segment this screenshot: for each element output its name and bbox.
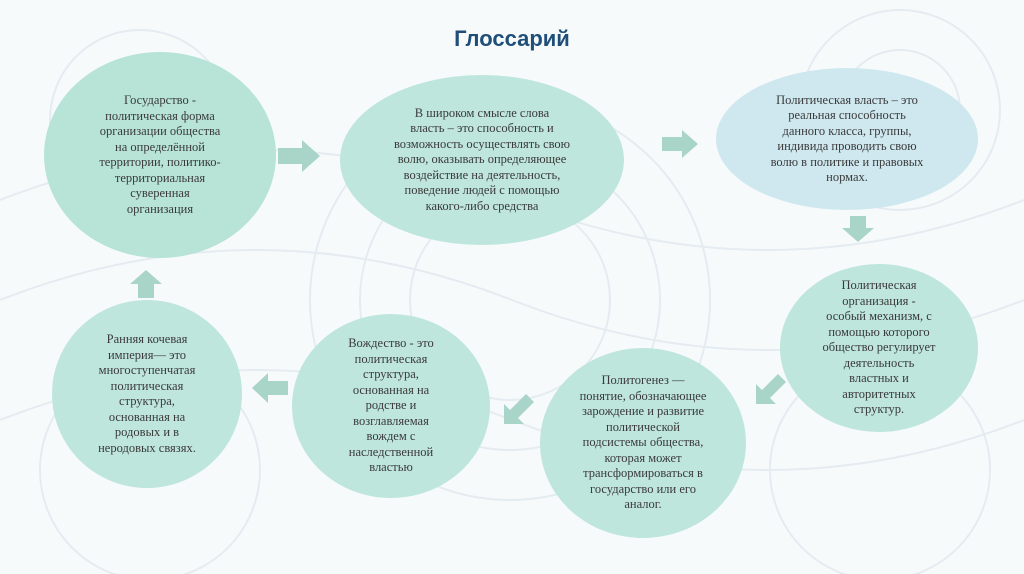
arrow-right-icon (660, 128, 700, 160)
glossary-node-text: Ранняя кочевая империя— это многоступенчатая политическая структура, основанная на родовых и в неродовых связях. (98, 332, 196, 455)
glossary-node-nomadic-empire (52, 300, 242, 488)
slide-title: Глоссарий (454, 26, 570, 51)
arrow-down-icon (840, 214, 876, 244)
arrow-up-icon (128, 268, 164, 300)
glossary-node-text: Политическая власть – это реальная способность данного класса, группы, индивида проводить свою волю в политике и правовых нормах. (770, 92, 924, 184)
arrow-down-left-icon (500, 392, 536, 428)
glossary-node-state (44, 52, 276, 258)
arrow-right-icon (276, 138, 322, 174)
glossary-node-text: В широком смысле слова власть – это способность и возможность осуществлять свою волю, оказывать определяющее воздействие на деятельность, поведение людей с помощью какого-либо средства (393, 105, 571, 213)
arrow-left-icon (250, 370, 290, 406)
glossary-node-chiefdom (292, 314, 490, 498)
glossary-node-text: Политическая организация - особый механизм, с помощью которого общество регулирует деятельность властных и авторитетных структур. (822, 278, 936, 417)
glossary-node-power-broad (340, 75, 624, 245)
glossary-node-text: Вождество - это политическая структура, основанная на родстве и возглавляемая вождем с наследственной властью (348, 336, 434, 475)
glossary-node-political-power (716, 68, 978, 210)
glossary-node-political-organization (780, 264, 978, 432)
glossary-node-text: Политогенез — понятие, обозначающее зарождение и развитие политической подсистемы общества, которая может трансформироваться в государство или его аналог. (579, 373, 707, 512)
glossary-node-politogenesis (540, 348, 746, 538)
arrow-down-left-icon (752, 372, 788, 408)
glossary-node-text: Государство - политическая форма организации общества на определённой территории, политико- территориальная суверенная организация (99, 93, 221, 216)
